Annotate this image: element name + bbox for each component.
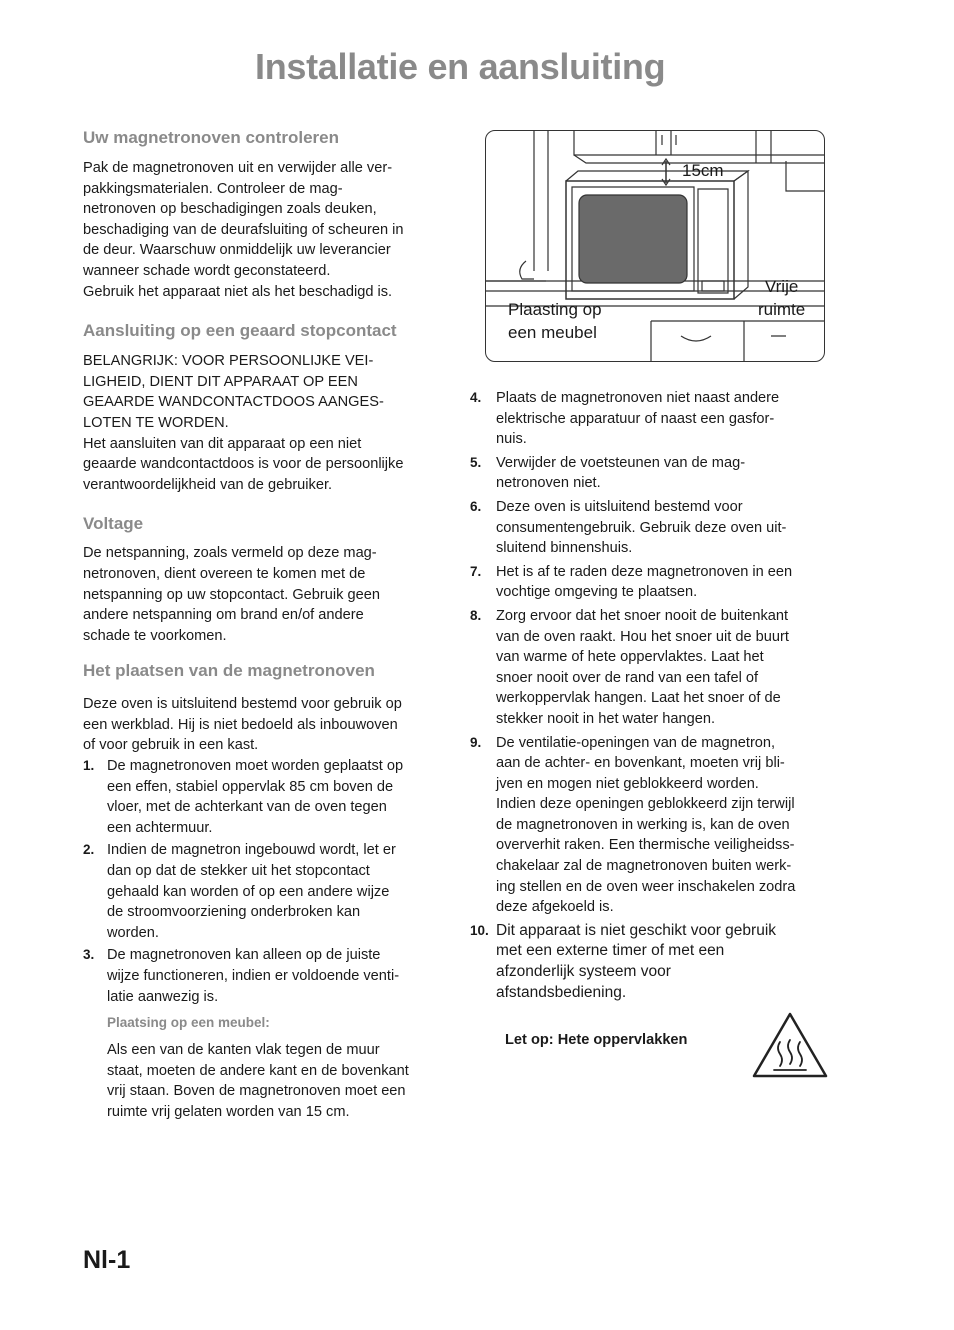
step-text: Indien de magnetron ingebouwd wordt, let er dan op dat de stekker uit het stopcontact gehaald kan worden of op een andere wijze de stroomvoorziening onderbroken kan worden. (107, 842, 396, 941)
section-heading: Aansluiting op een geaard stopcontact (83, 321, 397, 341)
text-line: LOTEN TE WORDEN. (83, 414, 229, 431)
step-number: 2. (83, 842, 95, 858)
text-line: Gebruik het apparaat niet als het beschadigd is. (83, 283, 393, 300)
step-number: 3. (83, 947, 95, 963)
step-text: Plaats de magnetronoven niet naast andere elektrische apparatuur of naast een gasfor- nuis. (496, 390, 780, 448)
text-line: GEAARDE WANDCONTACTDOOS AANGES- (83, 394, 384, 411)
left-column (83, 127, 451, 1136)
list-item (470, 453, 836, 494)
page-number: Nl-1 (83, 1246, 131, 1274)
section-ground (83, 320, 451, 495)
step-number: 9. (470, 734, 482, 750)
text-line: staat, moeten de andere kant en de bovenkant (107, 1062, 409, 1079)
section-body (83, 351, 451, 495)
list-item (83, 840, 451, 943)
section-body (83, 543, 451, 646)
section-placement (83, 660, 451, 1122)
text-line: andere netspanning om brand en/of andere (83, 607, 364, 624)
list-item (83, 756, 451, 838)
text-line: een werkblad. Hij is niet bedoeld als inbouwoven (83, 716, 398, 733)
text-line: vrij staan. Boven de magnetronoven moet een (107, 1083, 406, 1100)
furniture-placement-label: Plaasting op een meubel (508, 300, 602, 342)
step-number: 6. (470, 498, 482, 514)
text-line: Pak de magnetronoven uit en verwijder alle ver- (83, 160, 393, 176)
page-title: Installatie en aansluiting (255, 46, 666, 87)
text-line: netronoven, dient overeen te komen met de (83, 565, 366, 582)
step-text: De ventilatie-openingen van de magnetron, aan de achter- en bovenkant, moeten vrij bli- jven en mogen niet geblokkeerd worden. Indien deze openingen geblokkeerd zijn terwijl de magnetronoven in werking is, kan de oven oververhit raken. Een thermische veiligheidss- chakelaar zal de magnetronoven buiten werk- ing stellen en de oven weer inschakelen zodra deze afgekoeld is. (496, 734, 796, 916)
list-item (83, 945, 451, 1007)
hot-surface-warning-label: Let op: Hete oppervlakken (505, 1032, 688, 1048)
list-item (470, 562, 836, 603)
section-check (83, 127, 451, 302)
text-line: beschadiging van de deurafsluiting of scheuren in (83, 221, 404, 238)
step-text: Deze oven is uitsluitend bestemd voor consumentengebruik. Gebruik deze oven uit- sluitend binnenshuis. (496, 498, 787, 557)
step-text: Verwijder de voetsteunen van de mag- netronoven niet. (496, 454, 746, 492)
step-number: 10. (470, 922, 489, 938)
text-line: pakkingsmaterialen. Controleer de mag- (83, 180, 343, 197)
text-line: of voor gebruik in een kast. (83, 737, 259, 754)
steps-list-left (83, 756, 451, 1007)
text-line: De netspanning, zoals vermeld op deze mag- (83, 545, 377, 562)
step-text: De magnetronoven moet worden geplaatst op een effen, stabiel oppervlak 85 cm boven de vloer, met de achterkant van de oven tegen een achtermuur. (107, 758, 404, 836)
section-heading: Voltage (83, 514, 144, 534)
section-heading: Uw magnetronoven controleren (83, 128, 339, 147)
right-column (470, 388, 836, 1006)
step-number: 4. (470, 390, 482, 405)
step-number: 7. (470, 563, 482, 579)
text-line: schade te voorkomen. (83, 627, 227, 644)
section-body (83, 158, 451, 302)
list-item (470, 733, 836, 918)
free-space-label: Vrije ruimte (758, 277, 806, 319)
text-line: netspanning op uw stopcontact. Gebruik geen (83, 586, 380, 603)
step-number: 1. (83, 758, 95, 774)
step-text: De magnetronoven kan alleen op de juiste wijze functioneren, indien er voldoende venti- latie aanwezig is. (107, 947, 400, 1005)
list-item (470, 921, 836, 1003)
text-line: wanneer schade wordt geconstateerd. (83, 262, 331, 279)
section-voltage (83, 513, 451, 646)
step-number: 5. (470, 454, 482, 470)
text-line: ruimte vrij gelaten worden van 15 cm. (107, 1103, 350, 1120)
text-line: BELANGRIJK: VOOR PERSOONLIJKE VEI- (83, 353, 374, 370)
steps-list-right (470, 388, 836, 1003)
text-line: de deur. Waarschuw onmiddelijk uw leverancier (83, 242, 391, 259)
text-line: LIGHEID, DIENT DIT APPARAAT OP EEN (83, 373, 358, 390)
clearance-label: 15cm (682, 161, 724, 180)
section-body (83, 694, 451, 756)
text-line: Deze oven is uitsluitend bestemd voor gebruik op (83, 696, 402, 713)
step-number: 8. (470, 607, 482, 623)
list-item (470, 497, 836, 559)
text-line: verantwoordelijkheid van de gebruiker. (83, 476, 333, 493)
furniture-body (107, 1040, 451, 1122)
text-line: Als een van de kanten vlak tegen de muur (107, 1042, 380, 1059)
section-heading: Het plaatsen van de magnetronoven (83, 661, 375, 681)
text-line: Het aansluiten van dit apparaat op een niet (83, 435, 362, 452)
text-line: geaarde wandcontactdoos is voor de persoonlijke (83, 456, 404, 473)
list-item (470, 388, 836, 450)
step-text: Het is af te raden deze magnetronoven in een vochtige omgeving te plaatsen. (496, 563, 793, 601)
hot-surface-warning-icon (752, 1012, 828, 1078)
text-line: netronoven op beschadigingen zoals deuken, (83, 201, 377, 218)
step-text: Zorg ervoor dat het snoer nooit de buitenkant van de oven raakt. Hou het snoer uit de buurt van warme of hete oppervlaktes. Laat het snoer nooit over de rand van een tafel of werkoppervlak hangen. Laat het snoer of de stekker nooit in het water hangen. (496, 607, 789, 727)
step-text: Dit apparaat is niet geschikt voor gebruik met een externe timer of met een afzonderlijk systeem voor afstandsbediening. (496, 921, 777, 1001)
list-item (470, 606, 836, 730)
furniture-subheading: Plaatsing op een meubel: (107, 1015, 270, 1031)
microwave-installation-illustration (485, 130, 825, 362)
